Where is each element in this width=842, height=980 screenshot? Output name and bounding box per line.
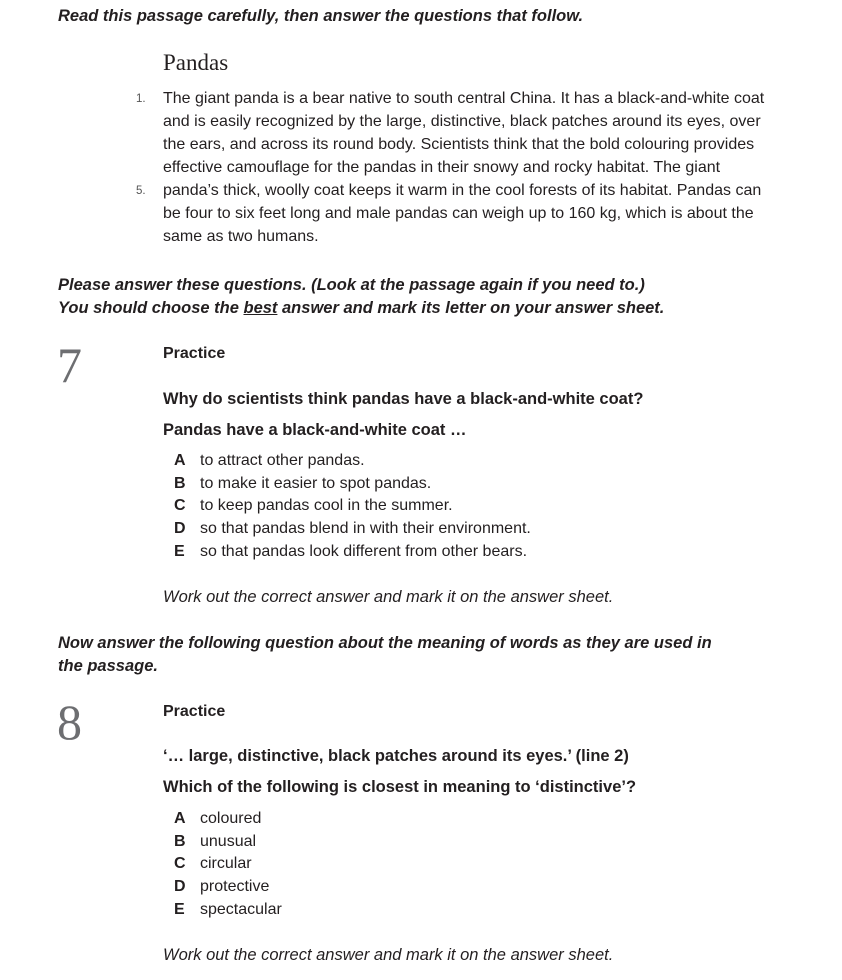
answer-instruction-line-1: Please answer these questions. (Look at the passage again if you need to.)	[58, 276, 645, 294]
option-letter: E	[174, 900, 185, 918]
passage-text	[136, 87, 803, 248]
option-text: protective	[200, 878, 270, 896]
option-text: circular	[200, 855, 252, 873]
option-letter: D	[174, 520, 186, 538]
option-a[interactable]	[174, 450, 531, 473]
meaning-instruction-line-2: the passage.	[58, 657, 158, 675]
question-8-footer: Work out the correct answer and mark it on the answer sheet.	[163, 946, 614, 964]
option-b[interactable]	[174, 473, 531, 496]
passage-line	[163, 110, 803, 133]
line-number: 5.	[136, 185, 146, 197]
passage-line-text: the ears, and across its round body. Scientists think that the bold colouring provides	[163, 136, 755, 153]
option-letter: B	[174, 832, 186, 850]
answer-instructions	[58, 274, 778, 320]
question-7-footer: Work out the correct answer and mark it on the answer sheet.	[163, 588, 614, 606]
option-text: so that pandas look different from other bears.	[200, 542, 528, 560]
option-text: so that pandas blend in with their environment.	[200, 520, 531, 538]
passage-line-text: The giant panda is a bear native to south central China. It has a black-and-white coat	[163, 90, 765, 107]
option-letter: A	[174, 810, 186, 827]
option-a[interactable]	[174, 808, 282, 831]
question-8-options	[174, 808, 282, 921]
passage-line	[136, 87, 803, 110]
option-text: to keep pandas cool in the summer.	[200, 497, 453, 515]
passage-line-text: panda’s thick, woolly coat keeps it warm in the cool forests of its habitat. Pandas can	[163, 182, 762, 199]
instruction-text: answer and mark its letter on your answer sheet.	[277, 299, 665, 317]
line-number: 1.	[136, 93, 146, 105]
passage-line-text: effective camouflage for the pandas in their snowy and rocky habitat. The giant	[163, 159, 721, 176]
instruction-text: You should choose the	[58, 299, 244, 317]
option-c[interactable]	[174, 495, 531, 518]
option-text: coloured	[200, 810, 262, 827]
meaning-instruction-line-1: Now answer the following question about the meaning of words as they are used in	[58, 634, 712, 652]
question-8-quote: ‘… large, distinctive, black patches around its eyes.’ (line 2)	[163, 747, 629, 765]
passage-line	[136, 179, 803, 202]
passage-line	[163, 156, 803, 179]
option-text: to attract other pandas.	[200, 452, 365, 469]
question-number-8: 8	[57, 694, 82, 750]
question-7-text: Why do scientists think pandas have a black-and-white coat?	[163, 390, 644, 408]
option-text: spectacular	[200, 900, 282, 918]
option-e[interactable]	[174, 899, 282, 922]
option-letter: C	[174, 855, 186, 873]
option-letter: D	[174, 878, 186, 896]
practice-label: Practice	[163, 703, 226, 720]
option-letter: C	[174, 497, 186, 515]
option-letter: B	[174, 474, 186, 492]
question-8-text: Which of the following is closest in meaning to ‘distinctive’?	[163, 778, 637, 796]
passage-line-text: same as two humans.	[163, 228, 319, 245]
answer-instruction-line-2	[58, 297, 778, 320]
passage-line	[163, 133, 803, 156]
option-letter: E	[174, 542, 185, 560]
best-emphasis: best	[243, 299, 278, 317]
practice-label: Practice	[163, 345, 226, 362]
passage-line	[163, 225, 803, 248]
passage-line-text: and is easily recognized by the large, distinctive, black patches around its eyes, over	[163, 113, 761, 130]
option-text: unusual	[200, 832, 257, 850]
option-d[interactable]	[174, 876, 282, 899]
option-d[interactable]	[174, 518, 531, 541]
passage-line-text: be four to six feet long and male pandas can weigh up to 160 kg, which is about the	[163, 205, 754, 222]
option-b[interactable]	[174, 831, 282, 854]
question-7-stem: Pandas have a black-and-white coat …	[163, 421, 467, 439]
passage-line	[163, 202, 803, 225]
passage-title: Pandas	[163, 50, 229, 75]
intro-instruction: Read this passage carefully, then answer the questions that follow.	[58, 7, 584, 25]
option-c[interactable]	[174, 853, 282, 876]
option-letter: A	[174, 452, 186, 469]
question-7-options	[174, 450, 531, 563]
question-number-7: 7	[57, 337, 82, 393]
meaning-instruction	[58, 632, 778, 678]
option-e[interactable]	[174, 541, 531, 564]
option-text: to make it easier to spot pandas.	[200, 474, 432, 492]
